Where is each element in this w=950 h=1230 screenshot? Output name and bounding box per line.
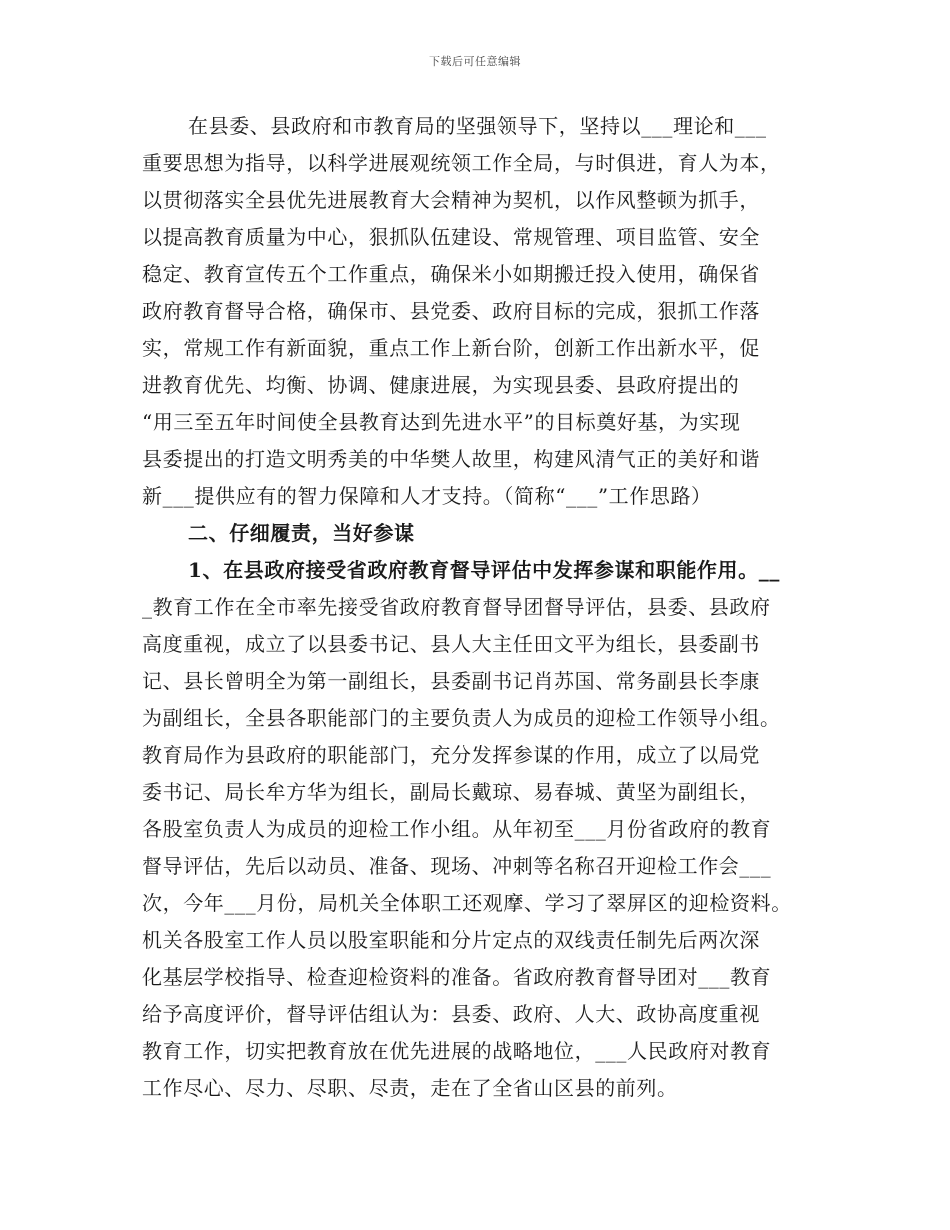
text-line: 重要思想为指导，以科学进展观统领工作全局，与时俱进，育人为本， <box>142 151 781 175</box>
text-line: _教育工作在全市率先接受省政府教育督导团督导评估，县委、县政府 <box>142 595 771 619</box>
text-line: 化基层学校指导、检查迎检资料的准备。省政府教育督导团对___教育 <box>142 965 772 989</box>
text-line: 以提高教育质量为中心，狠抓队伍建设、常规管理、项目监管、安全 <box>142 225 760 249</box>
text-line: 县委提出的打造文明秀美的中华樊人故里，构建风清气正的美好和谐 <box>142 447 760 471</box>
heading-line: 二、仔细履责，当好参谋 <box>188 521 415 545</box>
text-line: 工作尽心、尽力、尽职、尽责，走在了全省山区县的前列。 <box>142 1076 678 1100</box>
text-line: 新___提供应有的智力保障和人才支持。（简称“___”工作思路） <box>142 484 712 508</box>
text-line: 稳定、教育宣传五个工作重点，确保米小如期搬迁投入使用，确保省 <box>142 262 760 286</box>
text-line: “用三至五年时间使全县教育达到先进水平”的目标奠好基，为实现 <box>142 410 741 434</box>
text-line: 教育工作，切实把教育放在优先进展的战略地位，___人民政府对教育 <box>142 1039 772 1063</box>
text-line: 实，常规工作有新面貌，重点工作上新台阶，创新工作出新水平，促 <box>142 336 760 360</box>
text-line: 机关各股室工作人员以股室职能和分片定点的双线责任制先后两次深 <box>142 928 760 952</box>
text-line: 高度重视，成立了以县委书记、县人大主任田文平为组长，县委副书 <box>142 632 760 656</box>
document-body <box>142 108 814 1107</box>
text-line: 为副组长，全县各职能部门的主要负责人为成员的迎检工作领导小组。 <box>142 706 781 730</box>
text-line: 记、县长曾明全为第一副组长，县委副书记肖苏国、常务副县长李康 <box>142 669 760 693</box>
text-line: 次，今年___月份，局机关全体职工还观摩、学习了翠屏区的迎检资料。 <box>142 891 792 915</box>
text-line: 各股室负责人为成员的迎检工作小组。从年初至___月份省政府的教育 <box>142 817 772 841</box>
text-line: 教育局作为县政府的职能部门，充分发挥参谋的作用，成立了以局党 <box>142 743 760 767</box>
text-line: 政府教育督导合格，确保市、县党委、政府目标的完成，狠抓工作落 <box>142 299 760 323</box>
text-line: 进教育优先、均衡、协调、健康进展，为实现县委、县政府提出的 <box>142 373 740 397</box>
page-header: 下载后可任意编辑 <box>429 55 521 68</box>
text-line: 委书记、局长牟方华为组长，副局长戴琼、易春城、黄坚为副组长， <box>142 780 760 804</box>
heading-line: 1、在县政府接受省政府教育督导评估中发挥参谋和职能作用。__ <box>188 558 780 582</box>
text-line: 在县委、县政府和市教育局的坚强领导下，坚持以___理论和___ <box>188 114 767 138</box>
text-line: 以贯彻落实全县优先进展教育大会精神为契机，以作风整顿为抓手， <box>142 188 760 212</box>
text-line: 给予高度评价，督导评估组认为：县委、政府、人大、政协高度重视 <box>142 1002 760 1026</box>
text-line: 督导评估，先后以动员、准备、现场、冲刺等名称召开迎检工作会___ <box>142 854 772 878</box>
